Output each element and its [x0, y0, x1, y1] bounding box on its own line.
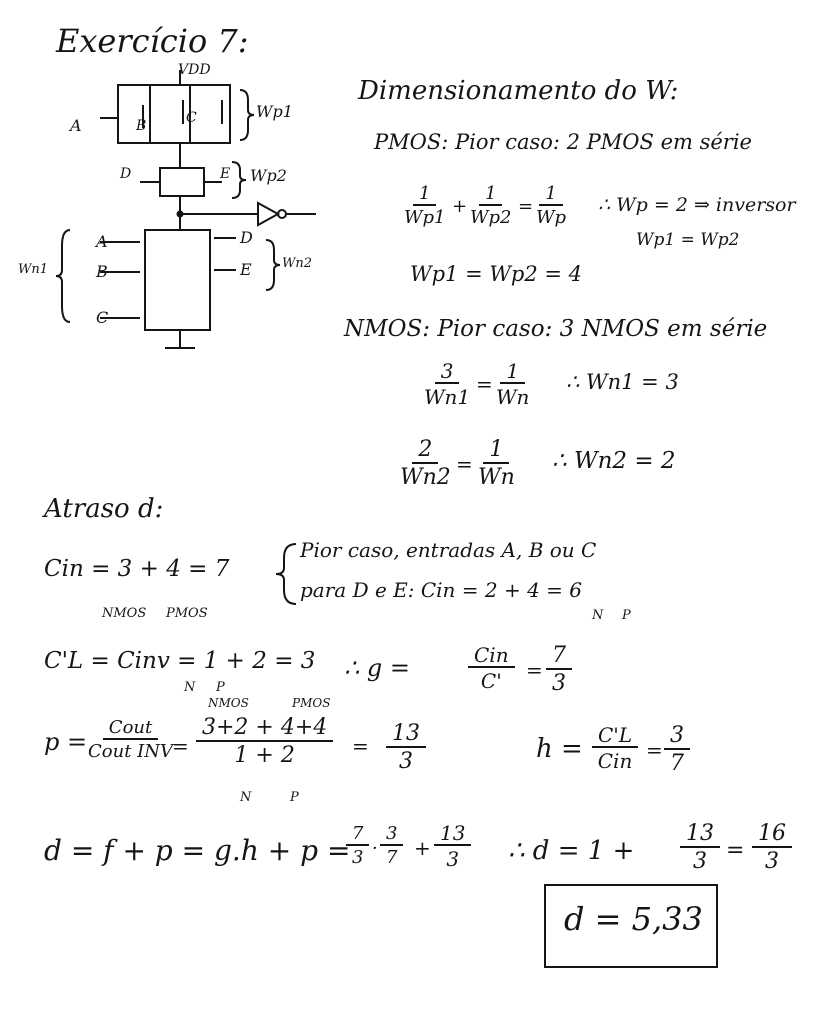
g-fraction — [468, 644, 515, 692]
nmos-result1: ∴ Wn1 = 3 — [566, 370, 679, 394]
d-term-a-num: 7 — [346, 824, 369, 846]
p-pmos-label: PMOS — [292, 696, 331, 710]
g-result-num: 7 — [546, 644, 572, 670]
p-equals2: = — [352, 734, 369, 758]
n-input-c: C — [96, 308, 109, 327]
wn2-label: Wn2 — [282, 256, 313, 271]
pmos-plus: + — [452, 196, 468, 217]
cinv-n-label: N — [184, 680, 196, 695]
d-simpl-den: 3 — [693, 849, 707, 875]
wp1-label: Wp1 — [256, 102, 293, 121]
input-e-label: E — [220, 166, 231, 182]
pmos-term2-num: 1 — [479, 184, 502, 206]
nmos-result2: ∴ Wn2 = 2 — [552, 448, 676, 474]
nmos-eq2-equals: = — [456, 452, 473, 476]
nmos-eq2-left-den: Wn2 — [400, 465, 451, 491]
wp2-label: Wp2 — [250, 166, 287, 185]
pmos-result-num: 1 — [539, 184, 562, 206]
vdd-label: VDD — [178, 62, 211, 78]
d-term-b-num: 3 — [380, 824, 403, 846]
d-simplified: ∴ d = 1 + — [508, 836, 635, 866]
input-a-label: A — [70, 116, 82, 135]
d-term-c — [434, 822, 471, 870]
worst-case-line1: Pior caso, entradas A, B ou C — [300, 538, 597, 562]
pmos-term1-den: Wp1 — [404, 206, 446, 228]
worst-p-label: P — [622, 608, 631, 623]
p-result-num: 13 — [386, 722, 426, 748]
pmos-note-equal: Wp1 = Wp2 — [636, 230, 740, 250]
d-term-b — [380, 824, 403, 868]
g-result — [546, 644, 572, 696]
d-formula: d = f + p = g.h + p = — [44, 834, 351, 867]
n-input-d: D — [240, 228, 253, 247]
nmos-eq2-left-num: 2 — [412, 438, 438, 464]
nmos-eq2-right-den: Wn — [478, 465, 515, 491]
p-n-label: N — [240, 790, 252, 805]
nmos-eq1-right-num: 1 — [500, 360, 525, 384]
nmos-eq1-left-num: 3 — [435, 360, 460, 384]
p-frac-cout-num: Cout — [103, 718, 158, 740]
h-result-den: 7 — [670, 751, 684, 777]
d-final-den: 3 — [765, 849, 779, 875]
pmos-result: Wp1 = Wp2 = 4 — [410, 262, 583, 286]
n-input-a: A — [96, 232, 108, 251]
d-simpl-num: 13 — [680, 822, 720, 848]
p-result-den: 3 — [399, 749, 413, 775]
pmos-worst-case: PMOS: Pior caso: 2 PMOS em série — [374, 130, 752, 154]
p-frac-cout — [88, 718, 173, 762]
worst-case-line2: para D e E: Cin = 2 + 4 = 6 — [300, 578, 583, 602]
d-term-b-den: 7 — [386, 846, 398, 868]
h-result-num: 3 — [664, 724, 690, 750]
nmos-eq1-right-den: Wn — [496, 385, 530, 409]
nmos-eq2-right-num: 1 — [483, 438, 509, 464]
pmos-result-den: Wp — [536, 206, 567, 228]
d-term-c-den: 3 — [446, 847, 460, 871]
input-b-label: B — [136, 118, 147, 134]
pmos-equals: = — [518, 196, 534, 217]
d-term-a — [346, 824, 369, 868]
g-result-den: 3 — [552, 671, 566, 697]
p-nmos-label: NMOS — [208, 696, 249, 710]
h-label: h = — [536, 734, 583, 764]
wn1-label: Wn1 — [18, 262, 49, 277]
worst-n-label: N — [592, 608, 604, 623]
nmos-eq1-equals: = — [476, 372, 493, 396]
p-frac-cout-den: Cout INV — [88, 740, 174, 762]
p-p-label: P — [290, 790, 299, 805]
p-frac-sum-den: 1 + 2 — [234, 743, 295, 769]
d-dot: · — [372, 838, 378, 859]
d-final-frac — [752, 822, 792, 874]
d-plus: + — [414, 836, 431, 860]
cinv-p-label: P — [216, 680, 225, 695]
n-input-e: E — [240, 260, 252, 279]
pmos-note-inverter: ∴ Wp = 2 ⇒ inversor — [598, 194, 796, 216]
p-label: p = — [44, 728, 88, 756]
d-simpl-frac — [680, 822, 720, 874]
n-input-b: B — [96, 262, 108, 281]
input-c-label: C — [186, 110, 197, 126]
cin-line: Cin = 3 + 4 = 7 — [44, 556, 230, 582]
d-final-num: 16 — [752, 822, 792, 848]
exercise-title: Exercício 7: — [56, 22, 249, 60]
cin-nmos-label: NMOS — [102, 606, 147, 621]
d-term-a-den: 3 — [352, 846, 364, 868]
h-result — [664, 724, 690, 776]
d-term-c-num: 13 — [434, 822, 471, 846]
h-fraction — [592, 724, 638, 772]
p-frac-sum-num: 3+2 + 4+4 — [196, 716, 333, 742]
nmos-worst-case: NMOS: Pior caso: 3 NMOS em série — [344, 316, 768, 342]
p-equals1: = — [172, 734, 189, 758]
p-frac-sum — [196, 716, 333, 768]
h-equals: = — [646, 738, 663, 762]
input-d-label: D — [120, 166, 132, 182]
pmos-term1-num: 1 — [413, 184, 436, 206]
sizing-heading: Dimensionamento do W: — [358, 76, 679, 106]
answer-text: d = 5,33 — [564, 900, 703, 938]
p-result — [386, 722, 426, 774]
g-equals: = — [526, 658, 543, 682]
h-frac-den: Cin — [597, 749, 633, 773]
g-frac-den: C' — [480, 669, 502, 693]
cin-pmos-label: PMOS — [166, 606, 208, 621]
cinv-line: C'L = Cinv = 1 + 2 = 3 — [44, 648, 316, 674]
d-final-equals: = — [726, 838, 745, 863]
delay-heading: Atraso d: — [44, 494, 164, 524]
g-label: ∴ g = — [344, 654, 410, 682]
pmos-term2-den: Wp2 — [470, 206, 512, 228]
h-frac-num: C'L — [592, 724, 638, 748]
nmos-eq1-left-den: Wn1 — [424, 385, 471, 409]
g-frac-num: Cin — [468, 644, 515, 668]
